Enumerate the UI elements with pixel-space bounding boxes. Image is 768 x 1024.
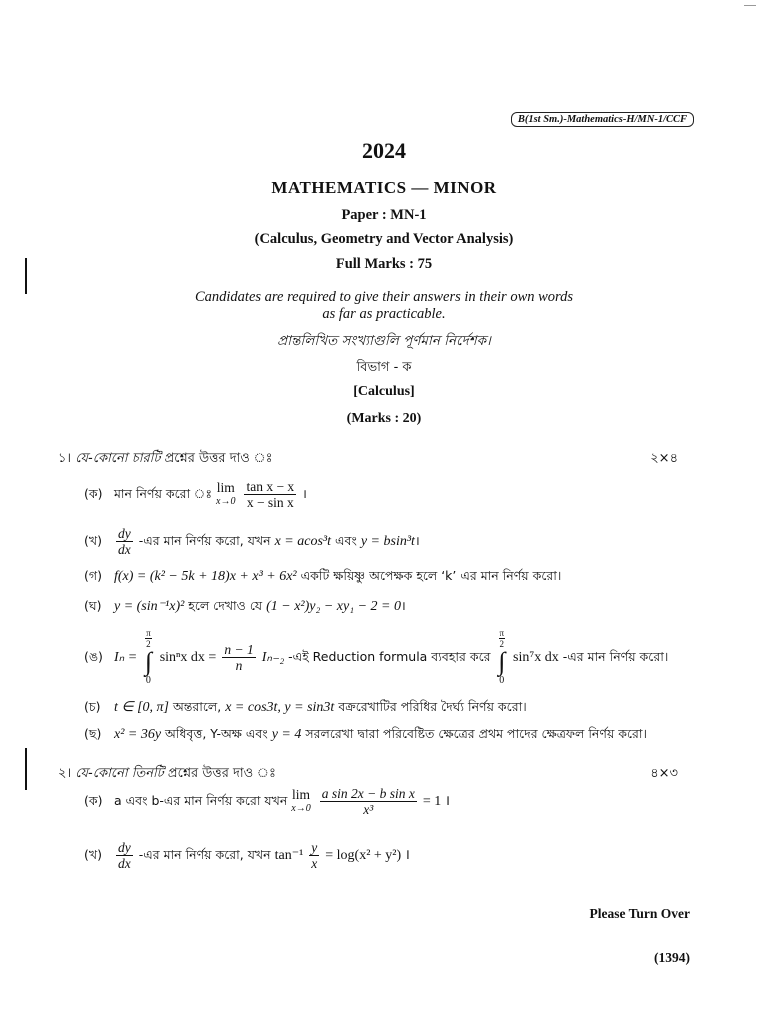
equals-rhs: = log(x² + y²) ।	[325, 848, 410, 863]
reduction-term: Iₙ₋₂	[261, 650, 285, 665]
paper-topic: (Calculus, Geometry and Vector Analysis)	[254, 231, 514, 247]
limit-sub: x→0	[216, 495, 236, 507]
item-end: ।	[400, 598, 406, 613]
item-label: (খ)	[84, 533, 102, 548]
definite-integral	[497, 628, 508, 687]
denominator: x − sin x	[246, 495, 294, 510]
upper-limit	[497, 628, 508, 649]
integral-sign-icon: ∫	[498, 647, 506, 676]
item-text: a এবং b-এর মান নির্ণয় করো যখন	[113, 793, 288, 808]
item-label: (খ)	[84, 847, 102, 862]
question-1-heading	[58, 449, 273, 470]
upper-den: 2	[499, 639, 505, 649]
item-text: -এর মান নির্ণয় করো, যখন	[138, 533, 271, 548]
definite-integral	[143, 628, 154, 687]
numerator: dy	[117, 526, 131, 541]
q1-item-b	[84, 526, 420, 557]
upper-den: 2	[146, 639, 151, 649]
upper-num: π	[499, 628, 505, 638]
fraction	[320, 786, 417, 817]
denominator: x³	[363, 802, 374, 817]
item-text: -এর মান নির্ণয় করো।	[562, 649, 669, 664]
numerator: n − 1	[224, 642, 254, 657]
item-text: -এই Reduction formula ব্যবহার করে	[288, 649, 491, 664]
instruction-line-1: Candidates are required to give their answers in their own words	[194, 289, 574, 305]
limit	[291, 788, 310, 816]
upper-limit-fraction	[499, 628, 506, 649]
q1-item-f	[84, 699, 527, 719]
item-label: (ক)	[84, 486, 103, 501]
upper-num: π	[146, 628, 151, 638]
lower-limit: 0	[499, 675, 505, 686]
edge-mark	[744, 5, 756, 6]
expression: x = cos3t, y = sin3t	[225, 700, 335, 715]
integral-name: Iₙ =	[113, 650, 138, 665]
paper-number: Paper : MN-1	[341, 207, 427, 223]
item-text: হলে দেখাও যে	[188, 598, 263, 613]
limit-word: lim	[216, 479, 235, 495]
item-text: -এর মান নির্ণয় করো, যখন	[138, 847, 271, 862]
numerator: y	[311, 840, 318, 855]
limit	[216, 481, 235, 509]
derivative	[116, 840, 133, 871]
expression: y = (sin⁻¹x)²	[113, 599, 185, 614]
item-end: ।	[414, 533, 420, 548]
item-label: (ছ)	[84, 726, 102, 741]
page-code: (1394)	[654, 950, 690, 965]
subject-title: MATHEMATICS — MINOR	[271, 178, 497, 197]
expression: x² = 36y	[113, 727, 162, 742]
item-label: (ঘ)	[84, 598, 102, 613]
question-instruction: যে-কোনো চারটি	[75, 451, 161, 466]
item-label: (ঙ)	[84, 649, 103, 664]
item-label: (গ)	[84, 568, 102, 583]
q1-item-a	[84, 479, 307, 510]
fraction	[309, 840, 319, 871]
question-number: ১।	[58, 451, 72, 466]
question-2-heading	[58, 764, 276, 785]
integral-sign-icon: ∫	[144, 647, 152, 676]
denominator: dx	[117, 856, 131, 871]
fraction	[244, 479, 296, 510]
question-instruction-rest: প্রশ্নের উত্তর দাও ঃ	[167, 766, 276, 781]
numerator: tan x − x	[246, 479, 295, 494]
q1-item-c	[84, 568, 561, 588]
margin-pen-mark	[25, 748, 27, 790]
item-text: মান নির্ণয় করো ঃ	[113, 486, 213, 501]
equation: x = acos³t	[274, 534, 332, 549]
expression: (1 − x²)y₂ − xy₁ − 2 = 0	[266, 599, 401, 614]
fraction	[222, 642, 255, 673]
question-instruction: যে-কোনো তিনটি	[75, 766, 164, 781]
conjunction: এবং	[335, 533, 357, 548]
equals-rhs: = 1 ।	[422, 794, 451, 809]
item-label: (চ)	[84, 699, 101, 714]
full-marks: Full Marks : 75	[335, 256, 433, 272]
item-text: সরলরেখা দ্বারা পরিবেষ্টিত ক্ষেত্রের প্রথম পাদের ক্ষেত্রফল নির্ণয় করো।	[305, 726, 648, 741]
numerator: a sin 2x − b sin x	[321, 786, 415, 801]
denominator: n	[235, 658, 243, 673]
lower-limit: 0	[145, 675, 151, 686]
instruction-line-2: as far as practicable.	[322, 306, 446, 322]
question-number: ২।	[58, 766, 72, 781]
expression: t ∈ [0, π]	[113, 700, 169, 715]
integrand: sinⁿx dx =	[159, 650, 217, 665]
arctan: tan⁻¹	[274, 848, 304, 863]
item-text: অধিবৃত্ত, Y-অক্ষ এবং	[165, 726, 268, 741]
denominator: x	[311, 856, 318, 871]
q1-item-d	[84, 597, 406, 618]
question-2-marks: ৪×৩	[650, 766, 678, 781]
question-1-marks: ২×৪	[650, 451, 678, 466]
item-text: বক্ররেখাটির পরিধির দৈর্ঘ্য নির্ণয় করো।	[338, 699, 527, 714]
q1-item-g	[84, 726, 647, 746]
upper-limit	[143, 628, 154, 649]
instructions	[0, 289, 768, 323]
please-turn-over: Please Turn Over	[589, 906, 690, 921]
item-end: ।	[302, 486, 307, 501]
integrand: sin⁷x dx	[513, 650, 559, 665]
numerator: dy	[117, 840, 131, 855]
denominator: dx	[117, 542, 131, 557]
limit-word: lim	[292, 786, 311, 802]
item-text: একটি ক্ষয়িষ্ণু অপেক্ষক হলে ‘k’ এর মান নির্ণয় করো।	[300, 568, 562, 583]
equation: y = bsin³t	[360, 534, 415, 549]
item-text: অন্তরালে,	[172, 699, 222, 714]
exam-year: 2024	[362, 138, 406, 163]
margin-pen-mark	[25, 258, 27, 294]
section-title: বিভাগ - ক	[356, 360, 412, 375]
expression: f(x) = (k² − 5k + 18)x + x³ + 6x²	[113, 569, 297, 584]
q2-item-a	[84, 786, 450, 817]
limit-sub: x→0	[291, 802, 311, 814]
upper-limit-fraction	[145, 628, 152, 649]
q1-item-e	[84, 628, 668, 687]
item-label: (ক)	[84, 793, 103, 808]
expression: y = 4	[271, 727, 302, 742]
section-name: [Calculus]	[353, 384, 415, 399]
instruction-bengali: প্রান্তলিখিত সংখ্যাগুলি পূর্ণমান নির্দেশক।	[277, 333, 491, 349]
q2-item-b	[84, 840, 410, 871]
question-instruction-rest: প্রশ্নের উত্তর দাও ঃ	[164, 451, 273, 466]
derivative	[116, 526, 133, 557]
section-marks: (Marks : 20)	[346, 411, 422, 426]
paper-code: B(1st Sm.)-Mathematics-H/MN-1/CCF	[511, 112, 694, 127]
